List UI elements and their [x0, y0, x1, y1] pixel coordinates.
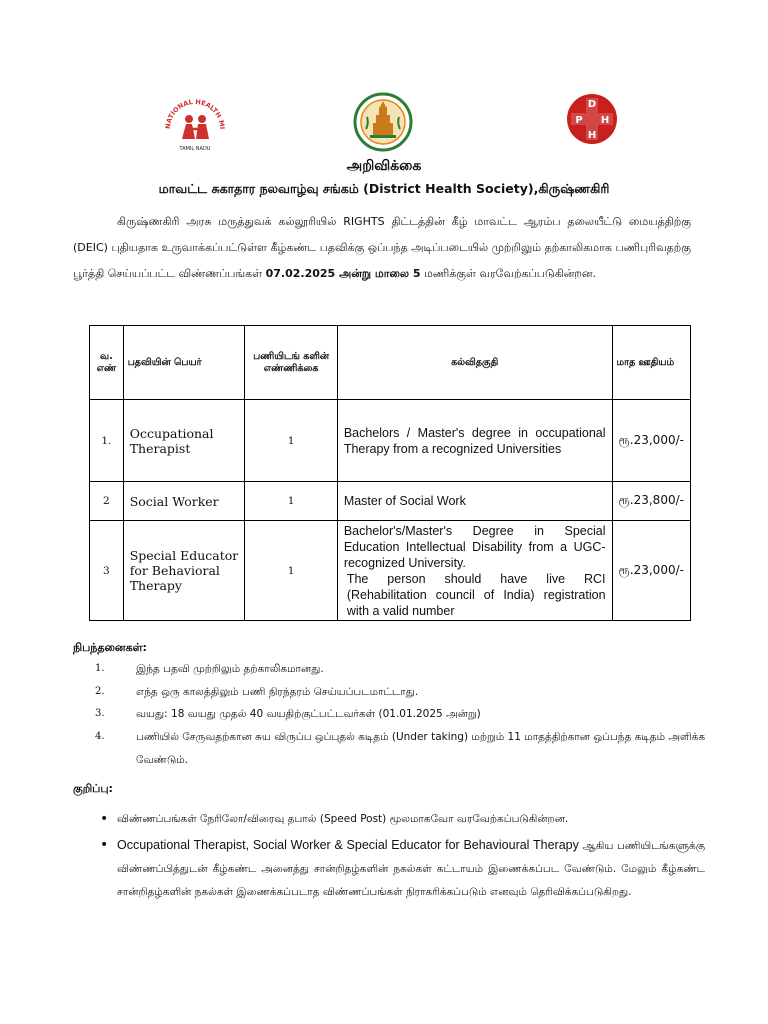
nhm-sub-text: TAMIL NADU: [179, 146, 211, 152]
table-header-row: [90, 326, 691, 400]
row-salary: ரூ.23,800/-: [612, 482, 690, 521]
table-row: [90, 482, 691, 521]
header-post: பதவியின் பெயர்: [123, 326, 245, 400]
dph-letter-h2: H: [587, 130, 597, 141]
nhm-logo-icon: [162, 93, 228, 159]
dph-letter-d: D: [587, 99, 597, 110]
tn-seal-icon: [353, 89, 413, 155]
dph-logo: [565, 92, 619, 146]
intro-text-2: மணிக்குள் வரவேற்கப்படுகின்றன.: [420, 267, 597, 280]
list-item: [100, 834, 705, 904]
item-number: 3.: [95, 708, 105, 719]
conditions-heading: நிபந்தனைகள்:: [73, 641, 147, 654]
intro-text-1: கிருஷ்ணகிரி அரசு மருத்துவக் கல்லூரியில் RIGHTS திட்டத்தின் கீழ் மாவட்ட ஆரம்ப தலையீட்டு மையத்திற்கு (DEIC) புதியதாக உருவாக்கப்பட்டுள்ள கீழ்கண்ட பதவிக்கு ஒப்பந்த அடிப்படையில் முற்றிலும் தற்காலிகமாக பணிபுரிவதற்கு பூர்த்தி செய்யப்பட்ட விண்ணப்பங்கள்: [73, 215, 691, 280]
list-item: [100, 808, 705, 831]
row-sno: 2: [90, 482, 124, 521]
item-text: ஆகிய பணியிடங்களுக்கு விண்ணப்பித்துடன் கீழ்கண்ட அனைத்து சான்றிதழ்களின் நகல்கள் கட்டாயம் இணைக்கப்பட வேண்டும். மேலும் கீழ்கண்ட சான்றிதழ்களின் நகல்கள் இணைக்கப்படாத விண்ணப்பங்கள் நிராகரிக்கப்படும் எனவும் தெரிவிக்கப்படுகிறது.: [117, 840, 706, 898]
row-count: 1: [245, 482, 337, 521]
row-sno: 1.: [90, 400, 124, 482]
row-salary: ரூ.23,000/-: [612, 521, 690, 621]
item-text: பணியில் சேருவதற்கான சுய விருப்ப ஒப்புதல் கடிதம் (Under taking) மற்றும் 11 மாதத்திற்கான ஒப்பந்த கடிதம் அளிக்க வேண்டும்.: [136, 730, 706, 766]
conditions-list: [73, 658, 713, 772]
qualification-line: Bachelor's/Master's Degree in Special Education Intellectual Disability from a UGC- recognized University.: [343, 523, 606, 570]
row-count: 1: [245, 521, 337, 621]
row-count: 1: [245, 400, 337, 482]
tn-government-seal: [353, 89, 413, 155]
row-post: Occupational Therapist: [123, 400, 245, 482]
svg-text:NATIONAL HEALTH MISSION: [162, 93, 226, 129]
list-item: [73, 703, 713, 726]
nhm-logo: [162, 93, 228, 159]
row-post: Special Educator for Behavioral Therapy: [123, 521, 245, 621]
bullet-icon: •: [100, 811, 109, 827]
intro-paragraph: [73, 209, 691, 287]
notes-list: [100, 808, 705, 904]
header-qualification: கல்விதகுதி: [337, 326, 612, 400]
list-item: [73, 658, 713, 681]
notice-subtitle: மாவட்ட சுகாதார நலவாழ்வு சங்கம் (District Health Society),கிருஷ்ணகிரி: [158, 181, 610, 196]
dph-logo-icon: [565, 92, 619, 146]
table-row: [90, 400, 691, 482]
row-qualification: Bachelors / Master's degree in occupational Therapy from a recognized Universities: [337, 400, 612, 482]
list-item: [73, 726, 713, 772]
item-english-text: Occupational Therapist, Social Worker & Special Educator for Behavioural Therapy: [117, 838, 579, 852]
item-number: 2.: [95, 685, 105, 697]
row-sno: 3: [90, 521, 124, 621]
notes-heading: குறிப்பு:: [73, 782, 113, 795]
vacancy-table: [89, 325, 691, 621]
table-row: [90, 521, 691, 621]
intro-deadline: 07.02.2025 அன்று மாலை 5: [265, 267, 421, 280]
item-text: இந்த பதவி முற்றிலும் தற்காலிகமானது.: [136, 663, 324, 675]
nhm-arc-text: NATIONAL HEALTH MI: [163, 97, 227, 130]
item-text: வயது: 18 வயது முதல் 40 வயதிற்குட்பட்டவர்கள் (01.01.2025 அன்று): [136, 708, 481, 720]
header-sno: வ. எண்: [90, 326, 124, 400]
bullet-icon: •: [100, 837, 109, 853]
dph-letter-h1: H: [600, 115, 610, 126]
qualification-line: The person should have live RCI (Rehabilitation council of India) registration with a valid number: [346, 571, 606, 618]
row-salary: ரூ.23,000/-: [612, 400, 690, 482]
row-post: Social Worker: [123, 482, 245, 521]
row-qualification: [337, 521, 612, 621]
dph-letter-p: P: [575, 115, 583, 126]
item-text: விண்ணப்பங்கள் நேரிலோ/விரைவு தபால் (Speed Post) மூலமாகவோ வரவேற்கப்படுகின்றன.: [117, 813, 569, 825]
item-text: எந்த ஒரு காலத்திலும் பணி நிரந்தரம் செய்யப்படமாட்டாது.: [136, 685, 419, 698]
notice-title: அறிவிக்கை: [346, 158, 422, 174]
list-item: [73, 681, 713, 704]
item-number: 1.: [95, 663, 105, 674]
header-salary: மாத ஊதியம்: [612, 326, 690, 400]
item-number: 4.: [95, 730, 105, 742]
row-qualification: Master of Social Work: [337, 482, 612, 521]
header-count: பணியிடங் களின் எண்ணிக்கை: [245, 326, 337, 400]
